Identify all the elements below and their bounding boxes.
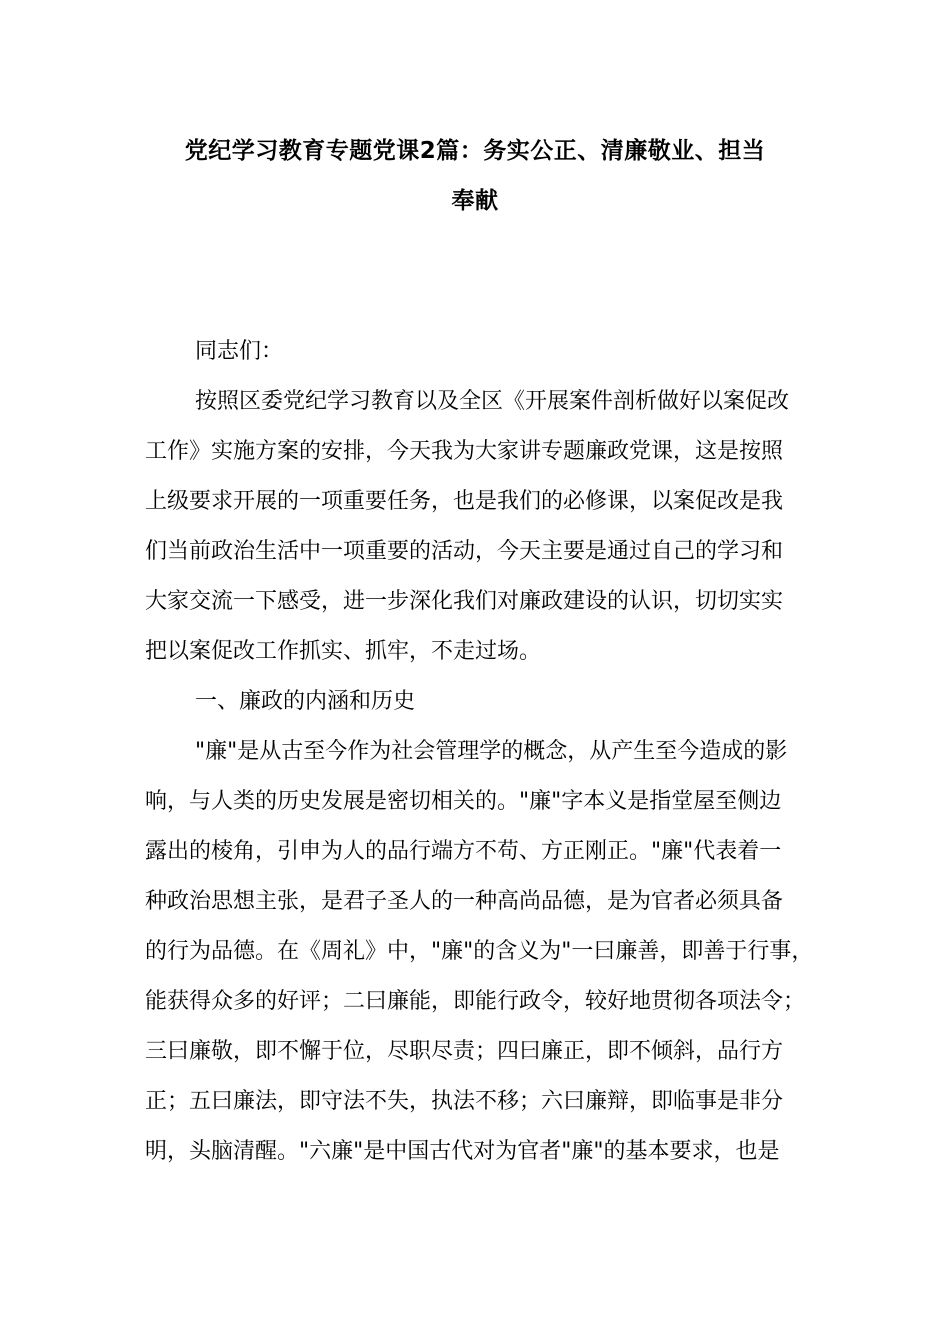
- paragraph-1-line-5: 大家交流一下感受，进一步深化我们对廉政建设的认识，切切实实: [145, 589, 784, 614]
- title-line-2: 奉献: [451, 188, 499, 214]
- paragraph-1-line-2: 工作》实施方案的安排，今天我为大家讲专题廉政党课，这是按照: [145, 439, 784, 464]
- paragraph-2-line-9: 明，头脑清醒。"六廉"是中国古代对为官者"廉"的基本要求，也是: [145, 1139, 780, 1164]
- paragraph-2-line-5: 的行为品德。在《周礼》中，"廉"的含义为"一曰廉善，即善于行事，: [145, 939, 814, 964]
- paragraph-2-line-3: 露出的棱角，引申为人的品行端方不苟、方正刚正。"廉"代表着一: [145, 839, 782, 864]
- paragraph-2-line-6: 能获得众多的好评；二曰廉能，即能行政令，较好地贯彻各项法令；: [145, 989, 806, 1014]
- salutation: 同志们：: [195, 339, 284, 364]
- paragraph-1-line-3: 上级要求开展的一项重要任务，也是我们的必修课，以案促改是我: [145, 489, 784, 514]
- document-body: [145, 327, 817, 1177]
- paragraph-2-line-4: 种政治思想主张，是君子圣人的一种高尚品德，是为官者必须具备: [145, 889, 784, 914]
- title-line-1: 党纪学习教育专题党课2篇：务实公正、清廉敬业、担当: [184, 138, 766, 164]
- paragraph-2-line-2: 响，与人类的历史发展是密切相关的。"廉"字本义是指堂屋至侧边: [145, 789, 782, 814]
- paragraph-1-line-6: 把以案促改工作抓实、抓牢，不走过场。: [145, 639, 542, 664]
- paragraph-1-line-4: 们当前政治生活中一项重要的活动，今天主要是通过自己的学习和: [145, 539, 784, 564]
- paragraph-2-line-1: "廉"是从古至今作为社会管理学的概念，从产生至今造成的影: [195, 739, 788, 764]
- section-heading-1: 一、廉政的内涵和历史: [195, 689, 416, 714]
- document-title: [145, 126, 805, 226]
- paragraph-1-line-1: 按照区委党纪学习教育以及全区《开展案件剖析做好以案促改: [195, 389, 790, 414]
- paragraph-2-line-8: 正；五曰廉法，即守法不失，执法不移；六曰廉辩，即临事是非分: [145, 1089, 784, 1114]
- paragraph-2-line-7: 三曰廉敬，即不懈于位，尽职尽责；四曰廉正，即不倾斜，品行方: [145, 1039, 784, 1064]
